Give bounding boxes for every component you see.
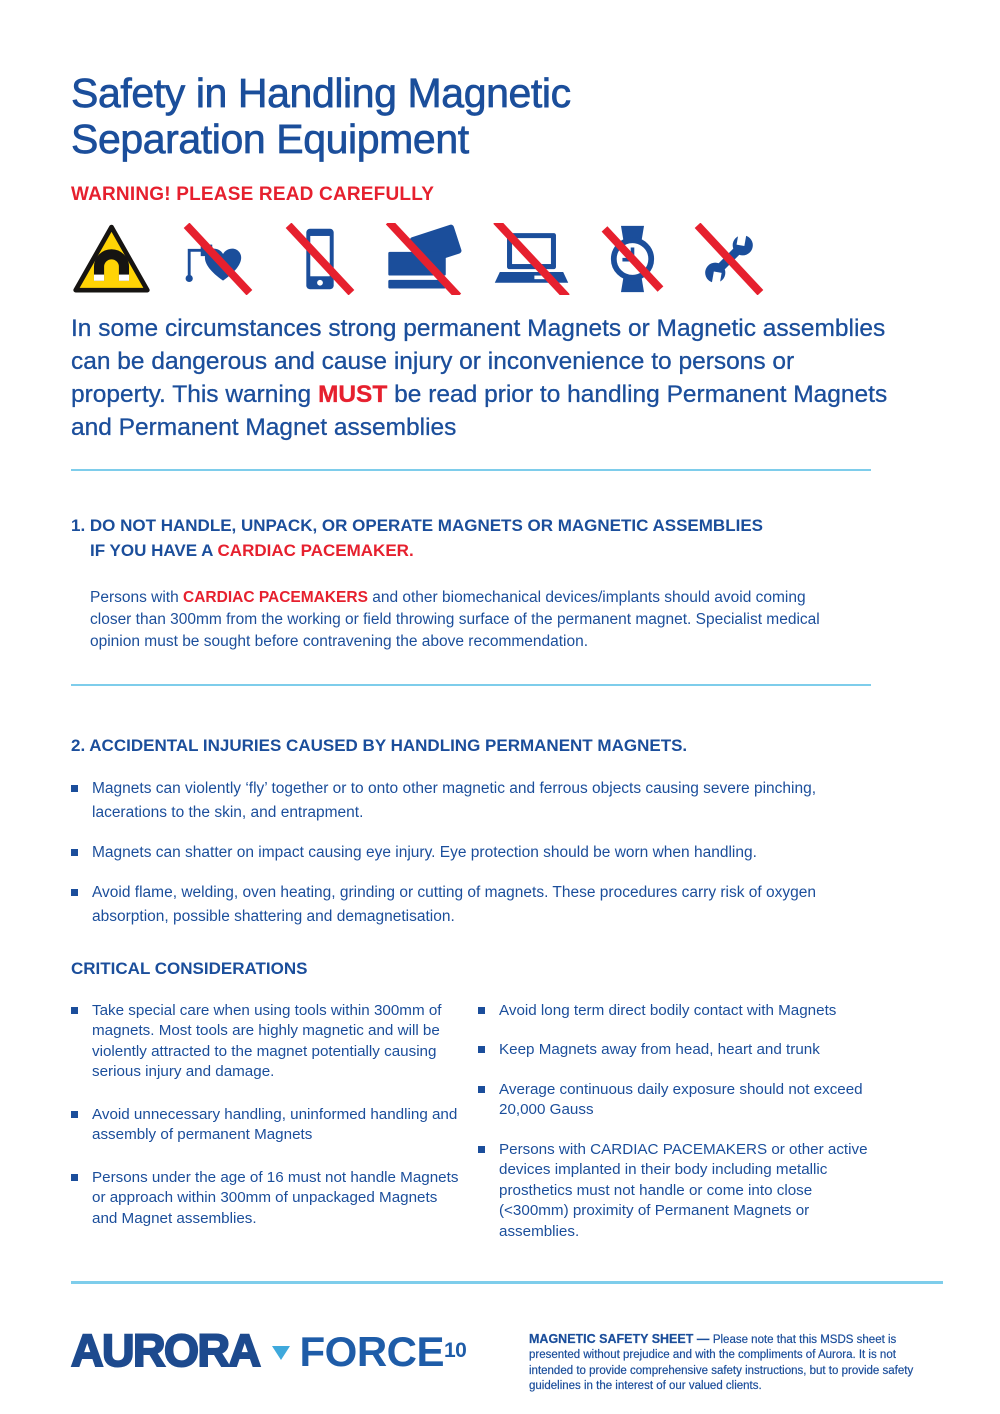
bullet-text: Keep Magnets away from head, heart and trunk	[499, 1041, 820, 1058]
no-tools-icon	[693, 223, 765, 295]
force10-logo-text	[299, 1327, 467, 1375]
intro-text-2: be read prior to handling Permanent Magnets and Permanent Magnet assemblies	[71, 381, 888, 441]
no-credit-cards-icon	[384, 223, 463, 295]
prohibition-icon-row	[71, 222, 881, 296]
content-area	[71, 0, 888, 1261]
force-label: FORCE	[299, 1327, 444, 1375]
list-item	[478, 1040, 878, 1061]
footer-divider	[71, 1281, 943, 1284]
footer	[71, 1281, 943, 1406]
critical-considerations-heading: CRITICAL CONSIDERATIONS	[71, 958, 308, 978]
section1-paragraph	[90, 587, 838, 653]
section2-bullet-list	[71, 777, 881, 929]
warning-label: WARNING! PLEASE READ CAREFULLY	[71, 184, 435, 205]
section2-heading: 2. ACCIDENTAL INJURIES CAUSED BY HANDLING PERMANENT MAGNETS.	[71, 735, 688, 755]
bullet-text: Persons with CARDIAC PACEMAKERS or other active devices implanted in their body including metallic prosthetics must not handle or come into close (<300mm) proximity of Permanent Magnets or assemblies.	[499, 1140, 868, 1240]
no-pacemaker-icon	[180, 223, 256, 295]
list-item	[478, 1140, 878, 1243]
intro-text-1: In some circumstances strong permanent Magnets or Magnetic assemblies can be dangerous and cause injury or inconvenience to persons or property. This warning	[71, 315, 886, 408]
critical-right-column	[478, 1001, 878, 1262]
magnetic-field-warning-icon	[71, 223, 152, 295]
no-watch-icon	[600, 223, 665, 295]
bullet-text: Magnets can shatter on impact causing eye injury. Eye protection should be worn when handling.	[92, 843, 757, 861]
section-divider	[71, 684, 871, 686]
footer-row	[71, 1324, 943, 1407]
bullet-text: Take special care when using tools within 300mm of magnets. Most tools are highly magnetic and will be violently attracted to the magnet potentially causing serious injury and damage.	[92, 1001, 442, 1080]
critical-considerations-columns	[71, 1001, 881, 1262]
bullet-text: Avoid long term direct bodily contact with Magnets	[499, 1001, 837, 1019]
list-item	[71, 1105, 461, 1146]
list-item	[71, 1168, 461, 1230]
list-item	[478, 1080, 878, 1121]
critical-left-column	[71, 1001, 461, 1262]
list-item	[478, 1001, 878, 1022]
list-item	[71, 881, 874, 929]
list-item	[71, 1001, 461, 1083]
section1-heading	[71, 513, 881, 563]
section1-body-1: Persons with	[90, 588, 184, 606]
aurora-logo-text: AURORA	[71, 1324, 260, 1376]
logo-triangle-icon	[272, 1346, 290, 1360]
section1-heading-line2	[71, 538, 881, 563]
bullet-text: Average continuous daily exposure should not exceed 20,000 Gauss	[499, 1080, 863, 1118]
force-superscript: 10	[444, 1338, 467, 1362]
footer-disclaimer	[529, 1332, 943, 1395]
bullet-text: Avoid unnecessary handling, uninformed handling and assembly of permanent Magnets	[92, 1105, 458, 1143]
section-divider	[71, 469, 871, 471]
intro-must-highlight: MUST	[317, 381, 388, 408]
brand-logo	[71, 1324, 467, 1376]
footer-disclaimer-title: MAGNETIC SAFETY SHEET —	[529, 1331, 713, 1346]
section1-heading-line1: 1. DO NOT HANDLE, UNPACK, OR OPERATE MAGNETS OR MAGNETIC ASSEMBLIES	[71, 515, 763, 535]
intro-paragraph	[71, 312, 891, 444]
section1-body-pacemaker-highlight: CARDIAC PACEMAKERS	[183, 588, 368, 606]
list-item	[71, 841, 874, 865]
bullet-text: Persons under the age of 16 must not handle Magnets or approach within 300mm of unpackaged Magnets and Magnet assemblies.	[92, 1168, 459, 1227]
section1-body-2: and other biomechanical devices/implants should avoid coming closer than 300mm from the working or field throwing surface of the permanent magnet. Specialist medical opinion must be sought before contravening the above recommendation.	[90, 588, 820, 650]
bullet-text: Avoid flame, welding, oven heating, grinding or cutting of magnets. These procedures carry risk of oxygen absorption, possible shattering and demagnetisation.	[92, 883, 817, 925]
no-mobile-phone-icon	[284, 223, 356, 295]
footer-disclaimer-body: Please note that this MSDS sheet is presented without prejudice and with the compliments of Aurora. It is not intended to provide comprehensive safety instructions, but to provide safety guidelines in the interest of our valued clients.	[529, 1333, 914, 1392]
page-title: Safety in Handling Magnetic Separation Equipment	[71, 70, 571, 162]
section1-heading-line2-pre: IF YOU HAVE A	[90, 540, 218, 560]
no-laptop-icon	[491, 223, 572, 295]
bullet-text: Magnets can violently ‘fly’ together or to onto other magnetic and ferrous objects causing severe pinching, lacerations to the skin, and entrapment.	[92, 779, 817, 821]
list-item	[71, 777, 874, 825]
section1-heading-pacemaker-highlight: CARDIAC PACEMAKER.	[217, 540, 414, 560]
